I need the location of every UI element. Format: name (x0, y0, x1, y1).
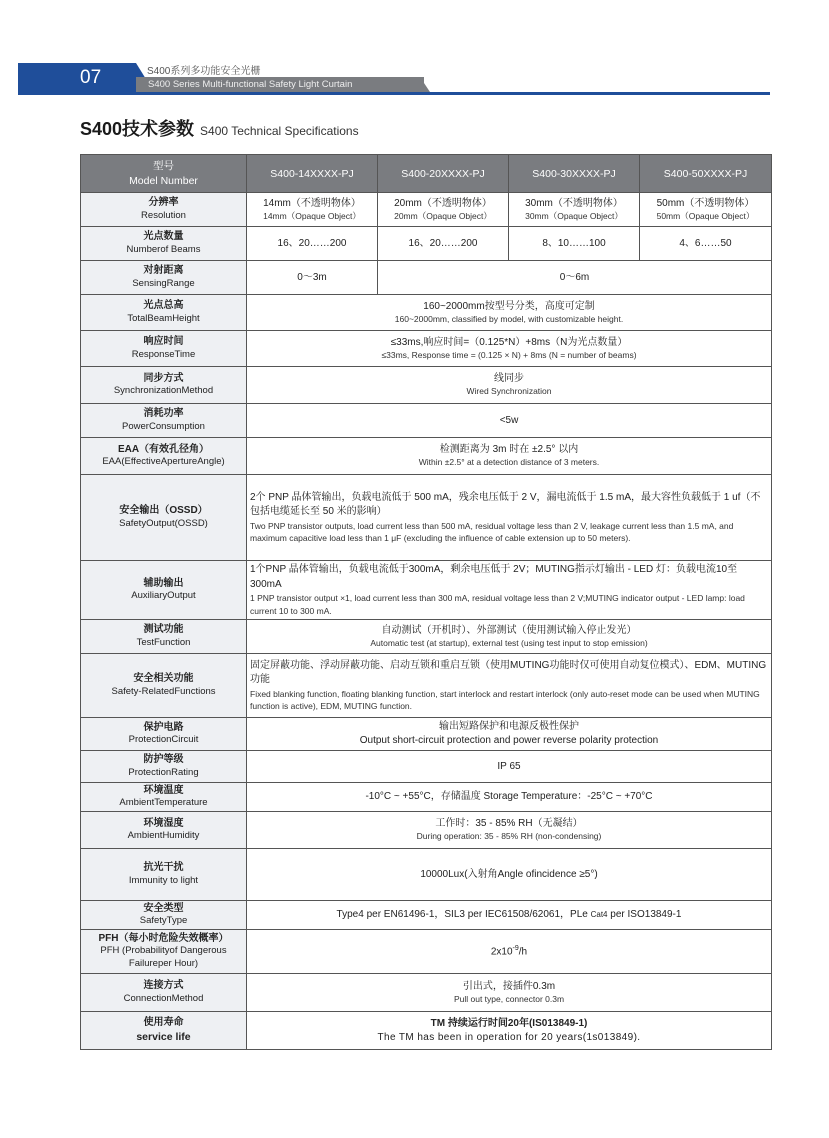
header-rule (18, 92, 770, 95)
test-cell (247, 620, 772, 654)
pfh-unit: /h (518, 946, 528, 958)
cell-cn: 工作时：35 - 85% RH（无凝结） (435, 818, 583, 830)
safety-type-text: Type4 per EN61496-1，SIL3 per IEC61508/62061，PLe (336, 909, 591, 920)
label-cn: 分辨率 (148, 197, 179, 209)
table-row-power (81, 404, 772, 438)
label-en: SafetyType (139, 915, 188, 927)
label-cn: 使用寿命 (143, 1017, 184, 1029)
cell-en: 1 PNP transistor output ×1, load current less than 300 mA, residual voltage less than 2 V;MUTING indicator output - LED lamp: load current 10 to 300 mA. (250, 593, 745, 616)
label-en: AuxiliaryOutput (131, 590, 196, 602)
header-title-cn: S400系列多功能安全光栅 (147, 66, 261, 77)
label-cn: 环境湿度 (143, 817, 184, 829)
table-row-sync (81, 367, 772, 404)
row-label (81, 438, 247, 475)
label-cn: 保护电路 (143, 721, 184, 733)
row-label (81, 227, 247, 261)
section-title-cn: S400技术参数 (80, 119, 195, 139)
cell-cn: 50mm（不透明物体） (656, 197, 755, 209)
safety-type-cell (247, 901, 772, 930)
label-en: Numberof Beams (126, 243, 201, 255)
section-title-en: S400 Technical Specifications (200, 124, 359, 138)
label-en: SafetyOutput(OSSD) (119, 517, 208, 529)
table-row-pfh (81, 930, 772, 974)
table-row-connection (81, 974, 772, 1012)
pfh-exponent: -9 (512, 944, 519, 952)
label-cn: 安全相关功能 (133, 673, 194, 685)
row-label (81, 718, 247, 751)
row-label (81, 404, 247, 438)
row-label (81, 751, 247, 783)
label-cn: 对射距离 (143, 265, 184, 277)
cell-cn: 2个 PNP 晶体管输出，负载电流低于 500 mA，残余电压低于 2 V，漏电流低于 1.5 mA，最大容性负载低于 1 uf（不包括电缆延长至 50 米的影响） (250, 491, 761, 518)
label-en: ResponseTime (131, 348, 196, 360)
table-row-response (81, 331, 772, 367)
label-cn: 辅助输出 (143, 577, 184, 589)
label-en: PFH (Probabilityof Dangerous Failureper Hour) (100, 945, 227, 970)
response-cell (247, 331, 772, 367)
row-label (81, 930, 247, 974)
cell-en: 30mm（Opaque Object） (525, 210, 623, 221)
row-label (81, 261, 247, 295)
cell-en: ≤33ms, Response time = (0.125 × N) + 8ms (N = number of beams) (381, 349, 637, 360)
safety-type-category: Cat4 (590, 910, 608, 919)
cell-cn: 输出短路保护和电源反极性保护 (439, 721, 579, 732)
label-en: PowerConsumption (122, 420, 205, 432)
life-cell (247, 1012, 772, 1050)
cell-en: Output short-circuit protection and power reverse polarity protection (359, 735, 659, 746)
label-en: SynchronizationMethod (113, 385, 214, 397)
row-label (81, 783, 247, 812)
page-header (0, 0, 829, 110)
eaa-cell (247, 438, 772, 475)
label-cn: 抗光干扰 (143, 862, 184, 874)
pfh-cell (247, 930, 772, 974)
spec-table (80, 154, 772, 1050)
row-label (81, 812, 247, 849)
label-cn: 安全输出（OSSD） (119, 505, 208, 517)
humidity-cell (247, 812, 772, 849)
connection-cell (247, 974, 772, 1012)
table-row-beams (81, 227, 772, 261)
label-cn: 连接方式 (143, 980, 184, 992)
label-cn: 光点数量 (143, 231, 184, 243)
cell-en: 50mm（Opaque Object） (656, 210, 755, 221)
beams-cell: 4、6……50 (640, 227, 772, 261)
table-row-rating (81, 751, 772, 783)
table-row-safety-functions (81, 654, 772, 718)
table-row-eaa (81, 438, 772, 475)
label-cn: 响应时间 (143, 336, 184, 348)
label-en: Safety-RelatedFunctions (111, 685, 216, 697)
cell-cn: 1个PNP 晶体管输出，负载电流低于300mA，剩余电压低于 2V；MUTING指示灯输出 - LED 灯：负载电流10至 300mA (250, 564, 738, 590)
beams-cell: 16、20……200 (247, 227, 378, 261)
table-row-range (81, 261, 772, 295)
cell-en: Within ±2.5° at a detection distance of 3 meters. (418, 457, 600, 468)
cell-cn: 14mm（不透明物体） (263, 197, 361, 209)
cell-cn: 线同步 (494, 373, 524, 385)
cell-cn: 自动测试（开机时）、外部测试（使用测试输入停止发光） (381, 624, 637, 636)
section-title (80, 115, 359, 141)
row-label (81, 974, 247, 1012)
model-number-header (81, 155, 247, 193)
row-label (81, 1012, 247, 1050)
row-label (81, 475, 247, 561)
label-en: SensingRange (132, 277, 195, 289)
cell-cn: 20mm（不透明物体） (394, 197, 492, 209)
cell-cn: 检测距离为 3m 时在 ±2.5° 以内 (439, 444, 579, 456)
cell-en: Pull out type, connector 0.3m (453, 993, 565, 1004)
aux-cell (247, 561, 772, 620)
cell-cn: 30mm（不透明物体） (525, 197, 623, 209)
cell-en: During operation: 35 - 85% RH (non-condensing) (416, 831, 602, 842)
resolution-cell (247, 193, 378, 227)
cell-cn: ≤33ms,响应时间=（0.125*N）+8ms（N为光点数量） (390, 336, 628, 348)
range-cell: 0～3m (247, 261, 378, 295)
row-label (81, 654, 247, 718)
model-label-cn: 型号 (153, 160, 174, 173)
cell-en: 20mm（Opaque Object） (394, 210, 492, 221)
table-header-row (81, 155, 772, 193)
row-label (81, 620, 247, 654)
label-en: Resolution (141, 209, 186, 221)
label-en: ProtectionRating (128, 766, 199, 778)
cell-en: Two PNP transistor outputs, load current less than 500 mA, residual voltage less than 2 V, leakage current less than 1.5 mA, and maximum capacitive load less than 1 μF (excluding the influence of cable extension up to 50 meters). (250, 520, 734, 543)
label-cn: 安全类型 (143, 902, 184, 914)
cell-en: Wired Synchronization (466, 386, 552, 397)
table-row-humidity (81, 812, 772, 849)
safety-type-standard: per ISO13849-1 (607, 909, 682, 920)
table-row-ossd (81, 475, 772, 561)
resolution-cell (640, 193, 772, 227)
cell-en: The TM has been in operation for 20 years(1s013849). (377, 1031, 641, 1043)
resolution-cell (509, 193, 640, 227)
table-row-protection (81, 718, 772, 751)
label-en: AmbientTemperature (119, 797, 208, 809)
resolution-cell (378, 193, 509, 227)
cell-cn: 固定屏蔽功能、浮动屏蔽功能、启动互锁和重启互锁（使用MUTING功能时仅可使用自动复位模式）、EDM、MUTING功能 (250, 659, 767, 686)
label-cn: 环境温度 (143, 784, 184, 796)
row-label (81, 295, 247, 331)
label-en: ProtectionCircuit (128, 734, 199, 746)
table-row-resolution (81, 193, 772, 227)
label-en: service life (136, 1030, 191, 1043)
row-label (81, 331, 247, 367)
model-header: S400-14XXXX-PJ (247, 155, 378, 193)
model-header: S400-20XXXX-PJ (378, 155, 509, 193)
label-cn: 消耗功率 (143, 408, 184, 420)
cell-cn: 160~2000mm按型号分类，高度可定制 (423, 300, 595, 312)
label-cn: 光点总高 (143, 300, 184, 312)
label-cn: EAA（有效孔径角） (117, 443, 210, 455)
beams-cell: 8、10……100 (509, 227, 640, 261)
header-bar-end-icon (418, 77, 430, 92)
table-row-aux (81, 561, 772, 620)
model-header: S400-50XXXX-PJ (640, 155, 772, 193)
row-label (81, 193, 247, 227)
cell-en: 160~2000mm, classified by model, with customizable height. (394, 313, 624, 324)
model-header: S400-30XXXX-PJ (509, 155, 640, 193)
label-en: EAA(EffectiveApertureAngle) (102, 456, 225, 468)
page-number: 07 (80, 67, 102, 88)
immunity-cell: 10000Lux(入射角Angle ofincidence ≥5°) (247, 849, 772, 901)
row-label (81, 561, 247, 620)
cell-en: 14mm（Opaque Object） (263, 210, 361, 221)
table-row-safety-type (81, 901, 772, 930)
rating-cell: IP 65 (247, 751, 772, 783)
table-row-test (81, 620, 772, 654)
protection-cell (247, 718, 772, 751)
label-cn: 同步方式 (143, 372, 184, 384)
label-cn: 测试功能 (143, 624, 184, 636)
beams-cell: 16、20……200 (378, 227, 509, 261)
label-en: Immunity to light (128, 874, 199, 886)
row-label (81, 367, 247, 404)
cell-en: Automatic test (at startup), external test (using test input to stop emission) (370, 637, 648, 648)
temperature-cell: -10°C ~ +55°C，存储温度 Storage Temperature：-25°C ~ +70°C (247, 783, 772, 812)
label-en: AmbientHumidity (127, 830, 200, 842)
model-label-en: Model Number (129, 174, 198, 187)
sync-cell (247, 367, 772, 404)
label-en: TestFunction (136, 636, 191, 648)
table-row-temperature (81, 783, 772, 812)
height-cell (247, 295, 772, 331)
range-cell: 0～6m (378, 261, 772, 295)
table-row-height (81, 295, 772, 331)
label-cn: PFH（每小时危险失效概率） (98, 932, 229, 944)
power-cell: <5w (247, 404, 772, 438)
label-cn: 防护等级 (143, 754, 184, 766)
row-label (81, 849, 247, 901)
label-en: ConnectionMethod (123, 992, 204, 1004)
table-row-life (81, 1012, 772, 1050)
pfh-base: 2x10 (490, 946, 513, 958)
table-row-immunity (81, 849, 772, 901)
ossd-cell (247, 475, 772, 561)
cell-cn: 引出式，接插件0.3m (462, 980, 556, 992)
header-title-en: S400 Series Multi-functional Safety Light Curtain (148, 79, 353, 90)
label-en: TotalBeamHeight (127, 312, 200, 324)
cell-en: Fixed blanking function, floating blanking function, start interlock and restart interlock (only auto-reset mode can be used when MUTING function is active), EDM, MUTING function. (250, 688, 760, 711)
row-label (81, 901, 247, 930)
safety-functions-cell (247, 654, 772, 718)
cell-cn: TM 持续运行时间20年(IS013849-1) (430, 1017, 588, 1029)
